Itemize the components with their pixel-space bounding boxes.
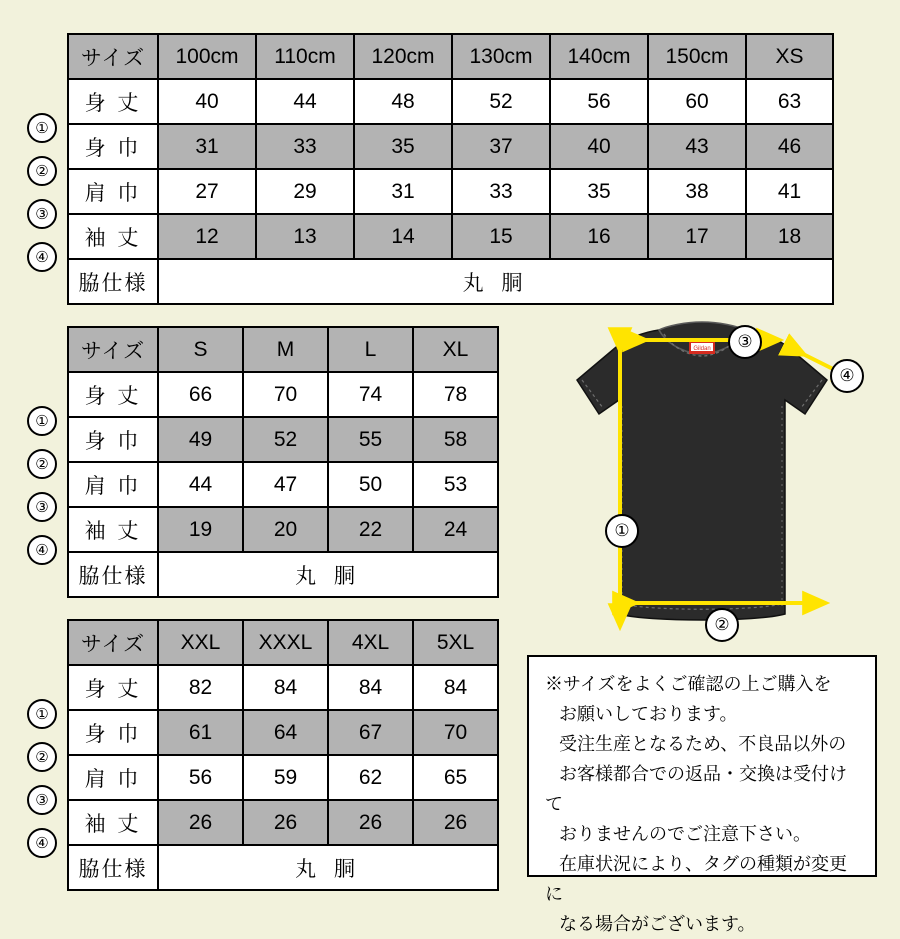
cell: 50 [328,462,413,507]
cell: 18 [746,214,833,259]
cell: 55 [328,417,413,462]
column-header-size: サイズ [68,620,158,665]
table-row [68,124,833,169]
marker-4-kids: ④ [27,242,57,272]
marker-4-illustration: ④ [830,359,864,393]
column-header-xxxl: XXXL [243,620,328,665]
table-row [68,665,498,710]
cell: 14 [354,214,452,259]
marker-1-illustration: ① [605,514,639,548]
marker-3-big: ③ [27,785,57,815]
row-label-body-length: 身 丈 [68,665,158,710]
column-header-xxl: XXL [158,620,243,665]
marker-1-big: ① [27,699,57,729]
table-header-row [68,34,833,79]
marker-2-kids: ② [27,156,57,186]
side-spec-value: 丸 胴 [158,552,498,597]
table-row [68,79,833,124]
cell: 59 [243,755,328,800]
notice-line-4: お客様都合での返品・交換は受付けて [545,764,847,814]
cell: 13 [256,214,354,259]
cell: 60 [648,79,746,124]
cell: 20 [243,507,328,552]
cell: 27 [158,169,256,214]
side-spec-value: 丸 胴 [158,259,833,304]
size-table-big-container [35,619,499,891]
table-row [68,710,498,755]
brand-tag-icon [689,340,715,354]
table-row [68,417,498,462]
row-label-body-width: 身 巾 [68,710,158,755]
marker-2-big: ② [27,742,57,772]
column-header-5xl: 5XL [413,620,498,665]
table-row [68,169,833,214]
cell: 65 [413,755,498,800]
column-header-m: M [243,327,328,372]
row-label-sleeve-length: 袖 丈 [68,507,158,552]
column-header-130cm: 130cm [452,34,550,79]
tshirt-illustration [527,318,877,648]
tshirt-svg [527,318,877,648]
cell: 64 [243,710,328,755]
cell: 61 [158,710,243,755]
cell: 29 [256,169,354,214]
column-header-xl: XL [413,327,498,372]
size-table-kids-container [35,33,834,305]
table-header-row [68,620,498,665]
table-footer-row [68,552,498,597]
cell: 48 [354,79,452,124]
notice-line-5: おりませんのでご注意下さい。 [559,824,811,844]
notice-line-7: なる場合がございます。 [559,914,756,934]
cell: 56 [158,755,243,800]
column-header-120cm: 120cm [354,34,452,79]
table-row [68,462,498,507]
cell: 82 [158,665,243,710]
cell: 33 [452,169,550,214]
row-label-body-width: 身 巾 [68,417,158,462]
cell: 26 [413,800,498,845]
column-header-size: サイズ [68,34,158,79]
cell: 62 [328,755,413,800]
table-row [68,755,498,800]
cell: 24 [413,507,498,552]
cell: 66 [158,372,243,417]
cell: 26 [243,800,328,845]
cell: 74 [328,372,413,417]
cell: 26 [158,800,243,845]
cell: 49 [158,417,243,462]
row-label-shoulder-width: 肩 巾 [68,169,158,214]
marker-3-kids: ③ [27,199,57,229]
cell: 41 [746,169,833,214]
cell: 52 [452,79,550,124]
column-header-150cm: 150cm [648,34,746,79]
table-footer-row [68,845,498,890]
row-label-sleeve-length: 袖 丈 [68,214,158,259]
marker-3-illustration: ③ [728,325,762,359]
table-row [68,800,498,845]
cell: 38 [648,169,746,214]
cell: 40 [158,79,256,124]
cell: 52 [243,417,328,462]
size-table-adult-container [35,326,499,598]
size-table-adult [67,326,499,598]
cell: 70 [413,710,498,755]
cell: 40 [550,124,648,169]
table-row [68,214,833,259]
cell: 17 [648,214,746,259]
column-header-100cm: 100cm [158,34,256,79]
column-header-4xl: 4XL [328,620,413,665]
marker-2-adult: ② [27,449,57,479]
size-table-kids [67,33,834,305]
row-label-body-length: 身 丈 [68,79,158,124]
cell: 84 [328,665,413,710]
row-label-body-width: 身 巾 [68,124,158,169]
column-header-xs: XS [746,34,833,79]
cell: 53 [413,462,498,507]
cell: 16 [550,214,648,259]
cell: 63 [746,79,833,124]
row-label-side-spec: 脇仕様 [68,259,158,304]
cell: 84 [243,665,328,710]
cell: 15 [452,214,550,259]
notice-box [527,655,877,934]
cell: 46 [746,124,833,169]
side-spec-value: 丸 胴 [158,845,498,890]
marker-4-big: ④ [27,828,57,858]
size-table-big [67,619,499,891]
column-header-110cm: 110cm [256,34,354,79]
marker-1-adult: ① [27,406,57,436]
column-header-s: S [158,327,243,372]
row-label-sleeve-length: 袖 丈 [68,800,158,845]
row-label-body-length: 身 丈 [68,372,158,417]
column-header-l: L [328,327,413,372]
marker-1-kids: ① [27,113,57,143]
table-footer-row [68,259,833,304]
row-label-shoulder-width: 肩 巾 [68,755,158,800]
cell: 70 [243,372,328,417]
cell: 35 [354,124,452,169]
cell: 12 [158,214,256,259]
cell: 47 [243,462,328,507]
table-header-row [68,327,498,372]
cell: 35 [550,169,648,214]
table-row [68,507,498,552]
cell: 37 [452,124,550,169]
cell: 31 [354,169,452,214]
cell: 43 [648,124,746,169]
cell: 67 [328,710,413,755]
row-label-side-spec: 脇仕様 [68,552,158,597]
cell: 26 [328,800,413,845]
cell: 22 [328,507,413,552]
cell: 78 [413,372,498,417]
notice-line-3: 受注生産となるため、不良品以外の [559,734,847,754]
cell: 84 [413,665,498,710]
svg-text:Gildan: Gildan [693,346,711,352]
cell: 58 [413,417,498,462]
cell: 44 [256,79,354,124]
row-label-shoulder-width: 肩 巾 [68,462,158,507]
row-label-side-spec: 脇仕様 [68,845,158,890]
notice-line-2: お願いしております。 [559,704,738,724]
cell: 31 [158,124,256,169]
marker-3-adult: ③ [27,492,57,522]
table-row [68,372,498,417]
cell: 44 [158,462,243,507]
cell: 19 [158,507,243,552]
notice-line-6: 在庫状況により、タグの種類が変更に [545,854,847,904]
cell: 56 [550,79,648,124]
column-header-size: サイズ [68,327,158,372]
marker-4-adult: ④ [27,535,57,565]
cell: 33 [256,124,354,169]
notice-line-1: ※サイズをよくご確認の上ご購入を [545,674,832,694]
column-header-140cm: 140cm [550,34,648,79]
shirt-shape [577,322,827,620]
marker-2-illustration: ② [705,608,739,642]
